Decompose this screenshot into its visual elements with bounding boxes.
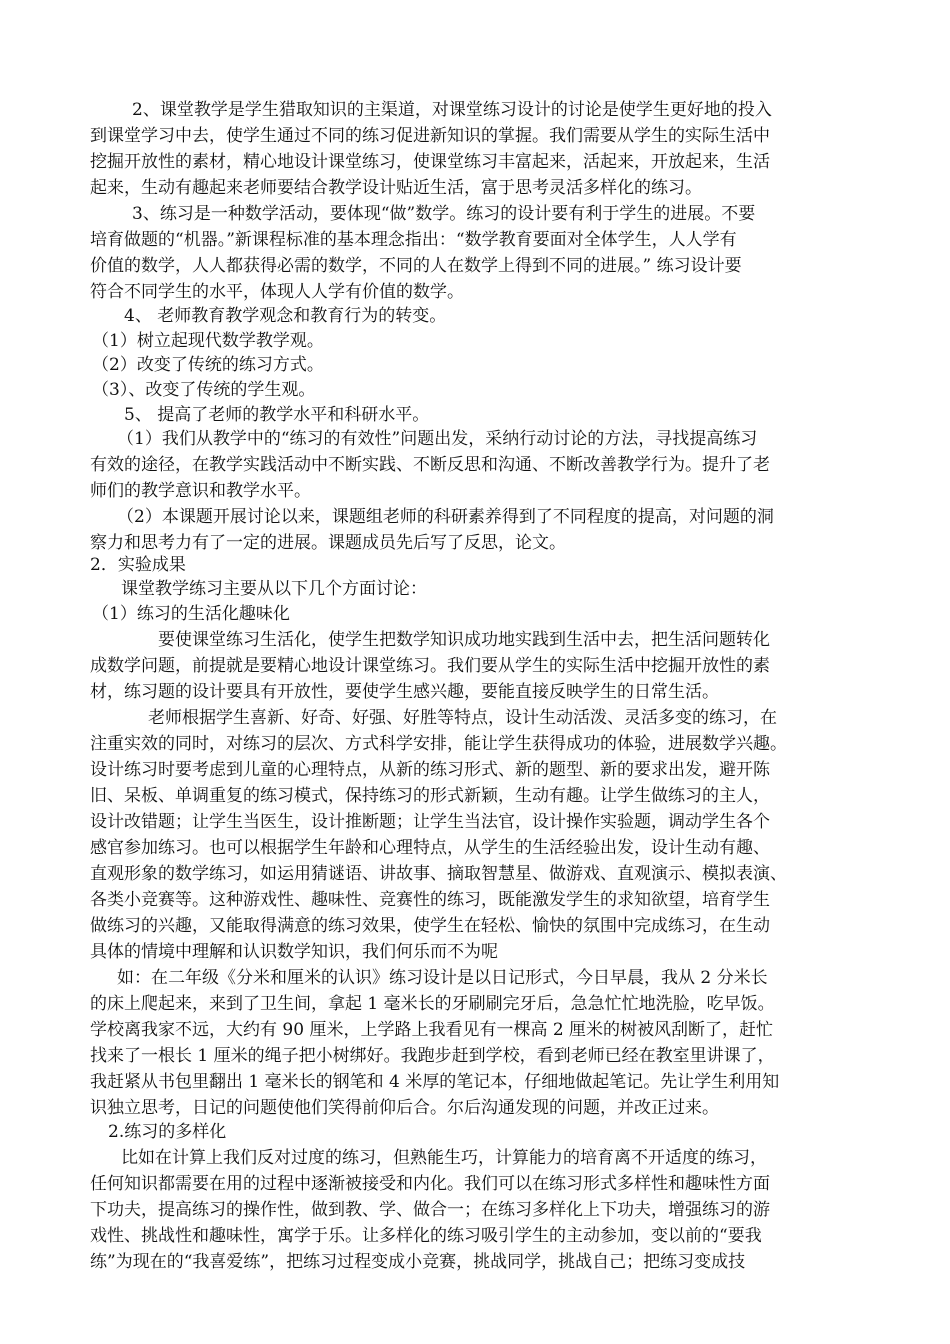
text-line: 3、练习是一种数学活动，要体现“做”数学。练习的设计要有利于学生的进展。不要 (132, 204, 756, 224)
text-line: 识独立思考，日记的问题使他们笑得前仰后合。尔后沟通发现的问题，并改正过来。 (90, 1098, 719, 1118)
text-line: 起来，生动有趣起来老师要结合教学设计贴近生活，富于思考灵活多样化的练习。 (90, 178, 702, 198)
text-line: 戏性、挑战性和趣味性，寓学于乐。让多样化的练习吸引学生的主动参加，变以前的“要我 (90, 1226, 762, 1246)
text-line: 挖掘开放性的素材，精心地设计课堂练习，使课堂练习丰富起来，活起来，开放起来，生活 (90, 152, 770, 172)
text-line: 直观形象的数学练习，如运用猜谜语、讲故事、摘取智慧星、做游戏、直观演示、模拟表演、 (90, 864, 787, 884)
text-line: 成数学问题，前提就是要精心地设计课堂练习。我们要从学生的实际生活中挖掘开放性的素 (90, 656, 770, 676)
text-line: 具体的情境中理解和认识数学知识，我们何乐而不为呢 (90, 942, 498, 962)
text-line: 师们的教学意识和教学水平。 (90, 481, 311, 501)
text-line: 练”为现在的“我喜爱练”，把练习过程变成小竞赛，挑战同学，挑战自己；把练习变成技 (90, 1252, 746, 1272)
text-line: 符合不同学生的水平，体现人人学有价值的数学。 (90, 282, 464, 302)
text-line: 注重实效的同时，对练习的层次、方式科学安排，能让学生获得成功的体验，进展数学兴趣。 (90, 734, 787, 754)
text-line: 学校离我家不远，大约有 90 厘米，上学路上我看见有一棵高 2 厘米的树被风刮断了，赶忙 (90, 1020, 774, 1040)
text-line: （1）我们从教学中的“练习的有效性”问题出发，采纳行动讨论的方法，寻找提高练习 (117, 429, 758, 449)
text-line: 的床上爬起来，来到了卫生间，拿起 1 毫米长的牙刷刷完牙后，急急忙忙地洗脸，吃早饭。 (90, 994, 775, 1014)
section-heading: 5、 提高了老师的教学水平和科研水平。 (124, 405, 430, 425)
list-item: （2）改变了传统的练习方式。 (92, 355, 324, 375)
text-line: 价值的数学，人人都获得必需的数学，不同的人在数学上得到不同的进展。” 练习设计要 (90, 256, 742, 276)
text-line: 旧、呆板、单调重复的练习模式，保持练习的形式新颖，生动有趣。让学生做练习的主人， (90, 786, 770, 806)
text-line: 各类小竞赛等。这种游戏性、趣味性、竞赛性的练习，既能激发学生的求知欲望，培育学生 (90, 890, 770, 910)
text-line: 下功夫，提高练习的操作性，做到教、学、做合一；在练习多样化上下功夫，增强练习的游 (90, 1200, 770, 1220)
list-item: （3）、改变了传统的学生观。 (92, 380, 316, 400)
section-heading: 2．实验成果 (90, 555, 186, 575)
text-line: 察力和思考力有了一定的进展。课题成员先后写了反思，论文。 (90, 533, 566, 553)
list-item: （1）树立起现代数学教学观。 (92, 331, 324, 351)
section-heading: 4、 老师教育教学观念和教育行为的转变。 (124, 306, 447, 326)
section-heading: 2.练习的多样化 (108, 1122, 227, 1142)
text-line: 课堂教学练习主要从以下几个方面讨论： (121, 579, 427, 599)
text-line: 找来了一根长 1 厘米的绳子把小树绑好。我跑步赶到学校，看到老师已经在教室里讲课了， (90, 1046, 775, 1066)
text-line: 如：在二年级《分米和厘米的认识》练习设计是以日记形式，今日早晨，我从 2 分米长 (117, 968, 768, 988)
text-line: 材，练习题的设计要具有开放性，要使学生感兴趣，要能直接反映学生的日常生活。 (90, 682, 719, 702)
text-line: 任何知识都需要在用的过程中逐渐被接受和内化。我们可以在练习形式多样性和趣味性方面 (90, 1174, 770, 1194)
text-line: 比如在计算上我们反对过度的练习，但熟能生巧，计算能力的培育离不开适度的练习， (121, 1148, 767, 1168)
text-line: 做练习的兴趣，又能取得满意的练习效果，使学生在轻松、愉快的氛围中完成练习，在生动 (90, 916, 770, 936)
text-line: 要使课堂练习生活化，使学生把数学知识成功地实践到生活中去，把生活问题转化 (158, 630, 770, 650)
subsection-heading: （1）练习的生活化趣味化 (92, 604, 290, 624)
text-line: 老师根据学生喜新、好奇、好强、好胜等特点，设计生动活泼、灵活多变的练习，在 (148, 708, 777, 728)
text-line: 培育做题的“机器。”新课程标准的基本理念指出：“数学教育要面对全体学生，人人学有 (90, 230, 737, 250)
text-line: 到课堂学习中去，使学生通过不同的练习促进新知识的掌握。我们需要从学生的实际生活中 (90, 126, 770, 146)
text-line: 2、课堂教学是学生猎取知识的主渠道，对课堂练习设计的讨论是使学生更好地的投入 (132, 100, 772, 120)
text-line: 设计练习时要考虑到儿童的心理特点，从新的练习形式、新的题型、新的要求出发，避开陈 (90, 760, 770, 780)
text-line: 设计改错题；让学生当医生，设计推断题；让学生当法官，设计操作实验题，调动学生各个 (90, 812, 770, 832)
text-line: 感官参加练习。也可以根据学生年龄和心理特点，从学生的生活经验出发，设计生动有趣、 (90, 838, 770, 858)
text-line: （2）本课题开展讨论以来，课题组老师的科研素养得到了不同程度的提高，对问题的洞 (117, 507, 774, 527)
text-line: 有效的途径，在教学实践活动中不断实践、不断反思和沟通、不断改善教学行为。提升了老 (90, 455, 770, 475)
text-line: 我赶紧从书包里翻出 1 毫米长的钢笔和 4 米厚的笔记本，仔细地做起笔记。先让学生利用知 (90, 1072, 780, 1092)
